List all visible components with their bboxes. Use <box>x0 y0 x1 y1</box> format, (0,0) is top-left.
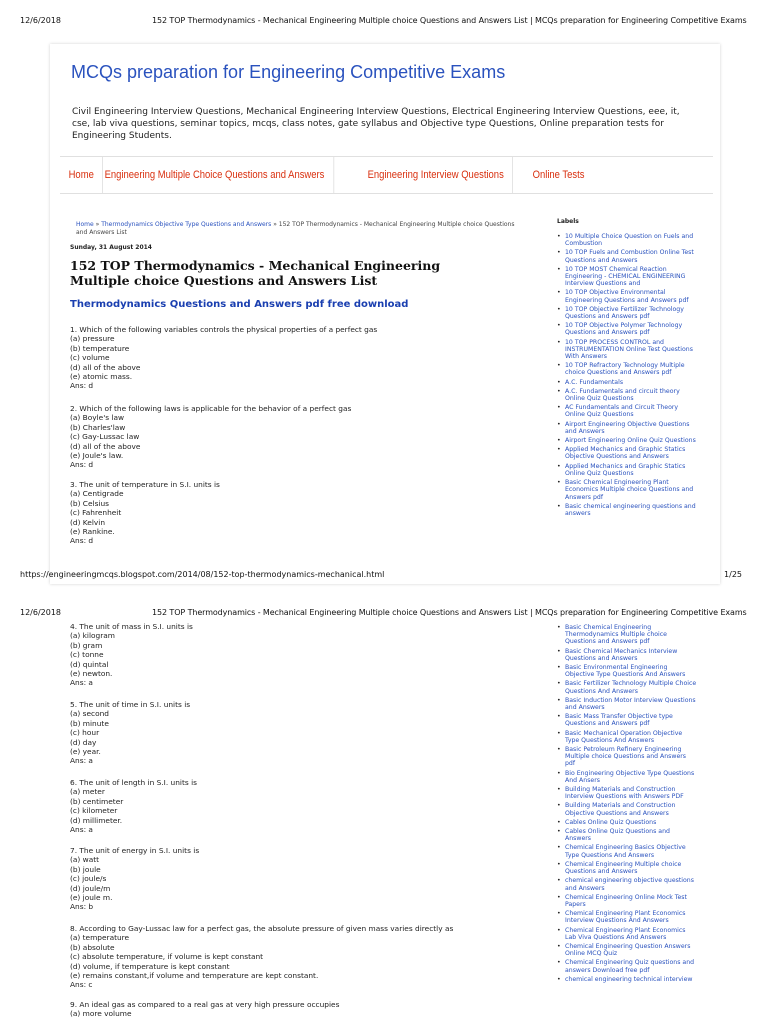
option-line: (c) joule/s <box>70 874 107 884</box>
option-line: (d) all of the above <box>70 362 141 372</box>
label-link[interactable]: • Building Materials and Construction Objective Questions and Answers <box>557 802 697 816</box>
breadcrumb-home[interactable]: Home <box>76 221 94 228</box>
option-line: (e) remains constant,if volume and temperature are kept constant. <box>70 971 319 981</box>
label-link[interactable]: • A.C. Fundamentals <box>557 379 697 386</box>
label-link[interactable]: • Chemical Engineering Multiple choice Questions and Answers <box>557 861 697 875</box>
option-line: (d) day <box>70 737 97 747</box>
option-line: (b) absolute <box>70 942 115 952</box>
print-title: 152 TOP Thermodynamics - Mechanical Engineering Multiple choice Questions and Answers List | MCQs preparation for Engineering Competitive Exams <box>152 608 747 617</box>
option-line: (a) Centigrade <box>70 489 124 499</box>
option-line: (d) millimeter. <box>70 815 123 825</box>
breadcrumb-current: 152 TOP Thermodynamics - Mechanical Engineering Multiple choice Questions and Answers List <box>76 221 515 236</box>
print-header <box>0 606 768 620</box>
label-link[interactable]: • Basic Petroleum Refinery Engineering Multiple choice Questions and Answers pdf <box>557 746 697 768</box>
option-line: (b) Charles'law <box>70 422 126 432</box>
post-subtitle: Thermodynamics Questions and Answers pdf free download <box>70 299 409 310</box>
option-line: (a) watt <box>70 855 100 865</box>
label-link[interactable]: • Chemical Engineering Question Answers Online MCQ Quiz <box>557 943 697 957</box>
option-line: (a) second <box>70 709 110 719</box>
question-line: 2. Which of the following laws is applicable for the behavior of a perfect gas <box>70 404 352 413</box>
question-9 <box>70 1000 339 1019</box>
option-line: (a) pressure <box>70 334 115 344</box>
question-6 <box>70 778 197 834</box>
answer-line: Ans: d <box>70 460 94 470</box>
nav-interview-questions[interactable]: Engineering Interview Questions <box>359 157 513 193</box>
option-line: (a) meter <box>70 787 105 797</box>
option-line: (b) Celsius <box>70 498 110 508</box>
label-link[interactable]: • Basic Chemical Engineering Thermodynamics Multiple choice Questions and Answers pdf <box>557 624 697 646</box>
print-date: 12/6/2018 <box>20 608 62 617</box>
label-link[interactable]: • chemical engineering objective questions and Answers <box>557 877 697 891</box>
option-line: (b) gram <box>70 640 103 650</box>
labels-list <box>557 233 697 519</box>
breadcrumb-category[interactable]: Thermodynamics Objective Type Questions and Answers <box>101 221 272 228</box>
label-link[interactable]: • 10 TOP PROCESS CONTROL and INSTRUMENTATION Online Test Questions With Answers <box>557 339 697 361</box>
site-title[interactable]: MCQs preparation for Engineering Competitive Exams <box>71 62 506 82</box>
label-link[interactable]: • Applied Mechanics and Graphic Statics Online Quiz Questions <box>557 463 697 477</box>
answer-line: Ans: b <box>70 902 94 912</box>
option-line: (e) atomic mass. <box>70 372 133 382</box>
label-link[interactable]: • 10 TOP Refractory Technology Multiple choice Questions and Answers pdf <box>557 362 697 376</box>
answer-line: Ans: a <box>70 756 93 766</box>
option-line: (e) year. <box>70 747 101 757</box>
option-line: (b) minute <box>70 718 109 728</box>
label-link[interactable]: • Basic Mass Transfer Objective type Questions and Answers pdf <box>557 713 697 727</box>
label-link[interactable]: • Chemical Engineering Basics Objective Type Questions And Answers <box>557 844 697 858</box>
question-4 <box>70 622 193 688</box>
option-line: (c) kilometer <box>70 806 118 816</box>
question-3 <box>70 480 220 546</box>
label-link[interactable]: • Chemical Engineering Online Mock Test Papers <box>557 894 697 908</box>
option-line: (e) joule m. <box>70 893 113 903</box>
label-link[interactable]: • AC Fundamentals and Circuit Theory Online Quiz Questions <box>557 404 697 418</box>
label-link[interactable]: • 10 TOP Objective Polymer Technology Questions and Answers pdf <box>557 322 697 336</box>
answer-line: Ans: a <box>70 678 93 688</box>
option-line: (e) Rankine. <box>70 527 115 537</box>
option-line: (a) Boyle's law <box>70 413 125 423</box>
label-link[interactable]: • 10 Multiple Choice Question on Fuels and Combustion <box>557 233 697 247</box>
label-link[interactable]: • Basic Fertilizer Technology Multiple Choice Questions And Answers <box>557 680 697 694</box>
question-1 <box>70 325 377 391</box>
label-link[interactable]: • Chemical Engineering Quiz questions and answers Download free pdf <box>557 959 697 973</box>
option-line: (c) hour <box>70 728 100 738</box>
option-line: (d) volume, if temperature is kept constant <box>70 961 230 971</box>
option-line: (d) Kelvin <box>70 517 105 527</box>
option-line: (c) volume <box>70 353 110 363</box>
question-line: 7. The unit of energy in S.I. units is <box>70 846 200 855</box>
nav-engineering-mcq[interactable]: Engineering Multiple Choice Questions and Answers <box>96 157 334 193</box>
option-line: (c) Fahrenheit <box>70 508 122 518</box>
label-link[interactable]: • 10 TOP Objective Fertilizer Technology Questions and Answers pdf <box>557 306 697 320</box>
label-link[interactable]: • A.C. Fundamentals and circuit theory Online Quiz Questions <box>557 388 697 402</box>
option-line: (d) quintal <box>70 659 109 669</box>
print-footer <box>0 568 768 582</box>
option-line: (e) Joule's law. <box>70 451 124 461</box>
label-link[interactable]: • Basic Chemical Engineering Plant Economics Multiple choice Questions and Answers pdf <box>557 479 697 501</box>
label-link[interactable]: • Chemical Engineering Plant Economics Interview Questions And Answers <box>557 910 697 924</box>
label-link[interactable]: • Bio Engineering Objective Type Questions And Ansers <box>557 770 697 784</box>
question-5 <box>70 700 190 766</box>
question-2 <box>70 404 351 470</box>
site-description: Civil Engineering Interview Questions, Mechanical Engineering Interview Questions, Electrical Engineering Interview Questions, eee, it, cse, lab viva questions, seminar topics, mcqs, class notes, gate syllabus and Objective type Questions, Online preparation tests for Engineering Students. <box>72 107 680 141</box>
option-line: (c) Gay-Lussac law <box>70 432 140 442</box>
question-line: 4. The unit of mass in S.I. units is <box>70 622 193 631</box>
label-link[interactable]: • Cables Online Quiz Questions and Answers <box>557 828 697 842</box>
option-line: (a) temperature <box>70 933 130 943</box>
option-line: (b) joule <box>70 864 101 874</box>
nav-online-tests[interactable]: Online Tests <box>532 169 585 181</box>
answer-line: Ans: a <box>70 825 93 835</box>
label-link[interactable]: • Airport Engineering Objective Questions and Answers <box>557 421 697 435</box>
label-link[interactable]: • 10 TOP MOST Chemical Reaction Engineering - CHEMICAL ENGINEERING Interview Questions and <box>557 266 697 288</box>
answer-line: Ans: d <box>70 381 94 391</box>
option-line: (b) centimeter <box>70 796 124 806</box>
label-link[interactable]: • Cables Online Quiz Questions <box>557 819 697 826</box>
nav-home[interactable]: Home <box>60 157 103 193</box>
label-link[interactable]: • Basic Mechanical Operation Objective Type Questions And Answers <box>557 730 697 744</box>
top-nav <box>60 156 713 194</box>
print-date: 12/6/2018 <box>20 16 62 25</box>
label-link[interactable]: • 10 TOP Objective Environmental Engineering Questions and Answers pdf <box>557 289 697 303</box>
print-url: https://engineeringmcqs.blogspot.com/2014/08/152-top-thermodynamics-mechanical.html <box>20 570 385 579</box>
post-date: Sunday, 31 August 2014 <box>70 244 152 251</box>
labels-heading: Labels <box>557 218 579 225</box>
option-line: (c) absolute temperature, if volume is kept constant <box>70 952 264 962</box>
answer-line: Ans: d <box>70 536 94 546</box>
label-link[interactable]: • Basic Induction Motor Interview Questions and Answers <box>557 697 697 711</box>
option-line: (d) all of the above <box>70 441 141 451</box>
label-link[interactable]: • chemical engineering technical interview <box>557 976 697 983</box>
question-line: 9. An ideal gas as compared to a real gas at very high pressure occupies <box>70 1000 340 1009</box>
label-link[interactable]: • Basic chemical engineering questions and answers <box>557 503 697 517</box>
option-line: (c) tonne <box>70 650 104 660</box>
labels-list <box>557 624 697 985</box>
answer-line: Ans: c <box>70 980 93 990</box>
label-link[interactable]: • 10 TOP Fuels and Combustion Online Test Questions and Answers <box>557 249 697 263</box>
breadcrumb-separator: » <box>271 221 279 228</box>
question-line: 5. The unit of time in S.I. units is <box>70 700 191 709</box>
print-title: 152 TOP Thermodynamics - Mechanical Engineering Multiple choice Questions and Answers List | MCQs preparation for Engineering Competitive Exams <box>152 16 747 25</box>
label-link[interactable]: • Chemical Engineering Plant Economics Lab Viva Questions And Answers <box>557 927 697 941</box>
question-line: 6. The unit of length in S.I. units is <box>70 778 197 787</box>
option-line: (a) more volume <box>70 1009 132 1019</box>
label-link[interactable]: • Building Materials and Construction Interview Questions with Answers PDF <box>557 786 697 800</box>
label-link[interactable]: • Basic Environmental Engineering Objective Type Questions And Answers <box>557 664 697 678</box>
question-line: 8. According to Gay-Lussac law for a perfect gas, the absolute pressure of given mass varies directly as <box>70 924 454 933</box>
option-line: (a) kilogram <box>70 631 116 641</box>
question-8 <box>70 924 453 990</box>
question-line: 3. The unit of temperature in S.I. units is <box>70 480 220 489</box>
question-line: 1. Which of the following variables controls the physical properties of a perfect gas <box>70 325 378 334</box>
option-line: (b) temperature <box>70 343 130 353</box>
label-link[interactable]: • Applied Mechanics and Graphic Statics Objective Questions and Answers <box>557 446 697 460</box>
print-header <box>0 14 768 28</box>
print-page-number: 1/25 <box>724 570 742 579</box>
label-link[interactable]: • Airport Engineering Online Quiz Questions <box>557 437 697 444</box>
post-title: 152 TOP Thermodynamics - Mechanical Engineering Multiple choice Questions and Answers List <box>70 258 441 288</box>
question-7 <box>70 846 199 912</box>
label-link[interactable]: • Basic Chemical Mechanics Interview Questions and Answers <box>557 648 697 662</box>
breadcrumb <box>76 221 522 237</box>
blog-page-card <box>50 44 720 584</box>
option-line: (d) joule/m <box>70 883 111 893</box>
option-line: (e) newton. <box>70 669 113 679</box>
breadcrumb-separator: » <box>93 221 102 228</box>
